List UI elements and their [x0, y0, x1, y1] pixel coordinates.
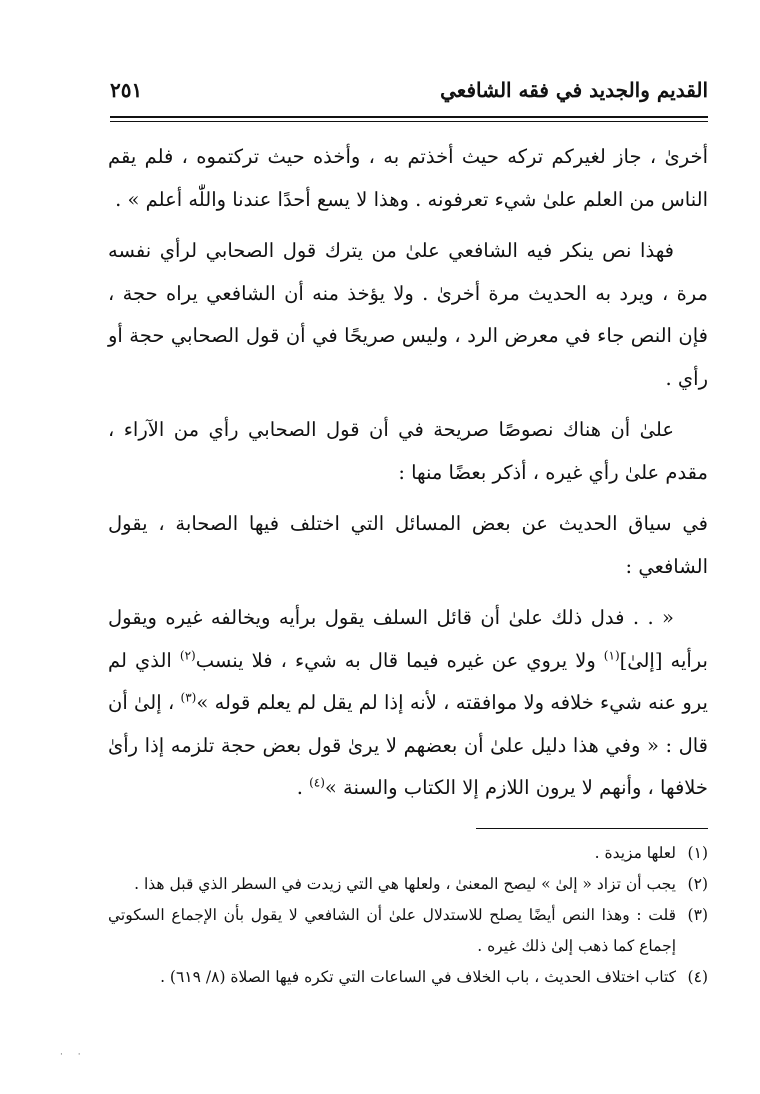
quote-text: الذي لم يرو عنه شيء خلافه ولا موافقته ، لأنه إذا لم يقل لم يعلم قوله » [108, 648, 708, 714]
footnote-text: كتاب اختلاف الحديث ، باب الخلاف في الساعات التي تكره فيها الصلاة (٨/ ٦١٩) . [160, 968, 676, 986]
paragraph: في سياق الحديث عن بعض المسائل التي اختلف فيها الصحابة ، يقول الشافعي : [108, 512, 708, 578]
footnote [108, 838, 708, 869]
quote-text: . [296, 776, 310, 799]
footnote [108, 962, 708, 993]
paragraph-continued: أخرىٰ ، جاز لغيركم تركه حيث أخذتم به ، وأخذه حيث تركتموه ، فلم يقم الناس من العلم علىٰ شيء تعرفونه . وهذا لا يسع أحدًا عندنا واللّٰه أعلم » . [108, 145, 708, 211]
footnote-text: قلت : وهذا النص أيضًا يصلح للاستدلال علىٰ أن الشافعي لا يقول بأن الإجماع السكوتي إجماع كما ذهب إلىٰ ذلك غيره . [108, 906, 676, 955]
footnote [108, 869, 708, 900]
footnote-ref: (٢) [179, 648, 196, 662]
quotation-paragraph [108, 597, 708, 810]
header-rule-thin [110, 121, 708, 122]
footnote-ref: (٤) [309, 775, 325, 790]
running-title: القديم والجديد في فقه الشافعي [440, 78, 708, 102]
footnote-separator [476, 828, 708, 829]
footnotes [108, 838, 708, 993]
footnote-number: (٤) [687, 968, 708, 986]
margin-mark: · · [60, 1050, 87, 1060]
footnote-text: يجب أن تزاد « إلىٰ » ليصح المعنىٰ ، ولعلها هي التي زيدت في السطر الذي قبل هذا . [134, 875, 676, 893]
page-number: ٢٥١ [110, 78, 143, 102]
header-rule-thick [110, 116, 708, 118]
footnote-number: (١) [687, 844, 708, 862]
footnote-ref: (١) [603, 648, 620, 662]
footnote-text: لعلها مزيدة . [594, 844, 676, 862]
main-text [108, 136, 708, 819]
footnote-number: (٣) [687, 906, 708, 924]
quote-text: « . . فدل ذلك علىٰ أن قائل السلف يقول برأيه ويخالفه غيره ويقول برأيه [إلىٰ] [108, 606, 708, 672]
footnote-ref: (٣) [180, 690, 197, 705]
paragraph: علىٰ أن هناك نصوصًا صريحة في أن قول الصحابي رأي من الآراء ، مقدم علىٰ رأي غيره ، أذكر بعضًا منها : [108, 418, 708, 484]
quote-text: ، إلىٰ أن قال : « وفي هذا دليل علىٰ أن بعضهم لا يرىٰ قول بعض حجة تلزمه إذا رأىٰ خلافها ، وأنهم لا يرون اللازم إلا الكتاب والسنة » [108, 691, 708, 799]
footnote-number: (٢) [687, 875, 708, 893]
footnote [108, 900, 708, 962]
paragraph: فهذا نص ينكر فيه الشافعي علىٰ من يترك قول الصحابي لرأي نفسه مرة ، ويرد به الحديث مرة أخرىٰ . ولا يؤخذ منه أن الشافعي يراه حجة ، فإن النص جاء في معرض الرد ، وليس صريحًا في أن قول الصحابي حجة أو رأي . [108, 239, 708, 390]
running-header [110, 78, 708, 112]
quote-text: ولا يروي عن غيره فيما قال به شيء ، فلا ينسب [195, 648, 604, 672]
